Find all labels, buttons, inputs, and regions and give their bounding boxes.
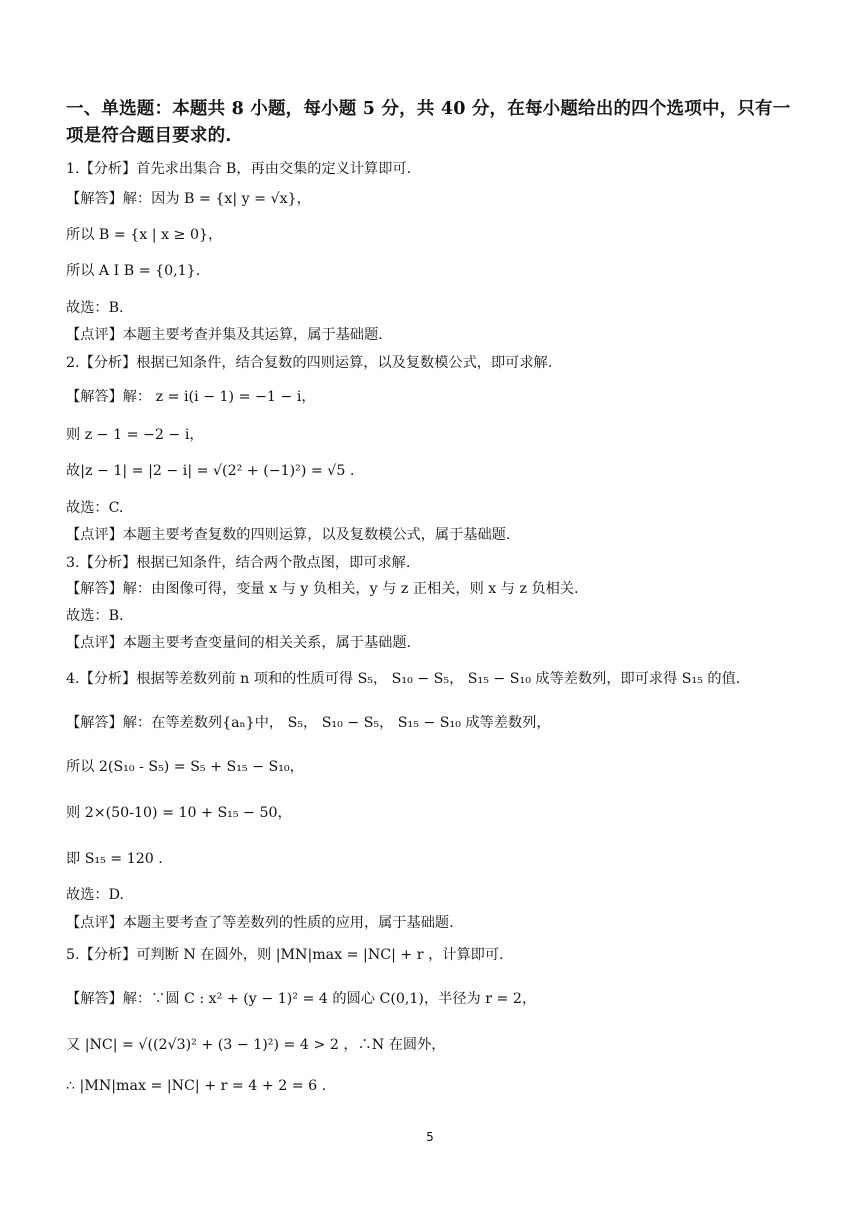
q4-solution-line: 则 2×(50-10) = 10 + S₁₅ − 50， [66,805,292,821]
q1-analysis: 1.【分析】首先求出集合 B，再由交集的定义计算即可. [66,161,412,177]
q5-solution-line: ∴ |MN|max = |NC| + r = 4 + 2 = 6 . [66,1078,327,1094]
q2-answer: 故选：C. [66,500,124,516]
q4-comment: 【点评】本题主要考查了等差数列的性质的应用，属于基础题. [66,915,454,931]
q5-analysis: 5.【分析】可判断 N 在圆外，则 |MN|max = |NC| + r ，计算即可. [66,947,504,963]
q5-solution-line: 【解答】解：∵圆 C : x² + (y − 1)² = 4 的圆心 C(0,1)，半径为 r = 2， [66,991,537,1007]
q1-comment: 【点评】本题主要考查并集及其运算，属于基础题. [66,327,383,343]
q2-comment: 【点评】本题主要考查复数的四则运算，以及复数模公式，属于基础题. [66,527,511,543]
q4-answer: 故选：D. [66,887,124,903]
q3-comment: 【点评】本题主要考查变量间的相关关系，属于基础题. [66,635,412,651]
q3-analysis: 3.【分析】根据已知条件，结合两个散点图，即可求解. [66,555,411,571]
q1-solution-line: 所以 A I B = {0,1}. [66,263,201,279]
q3-answer: 故选：B. [66,608,124,624]
q5-solution-line: 又 |NC| = √((2√3)² + (3 − 1)²) = 4 > 2 ，∴N 在圆外， [66,1037,446,1053]
q2-solution-line: 则 z − 1 = −2 − i， [66,427,204,443]
q4-solution-line: 即 S₁₅ = 120 . [66,851,163,867]
q1-solution-line: 【解答】解：因为 B = {x| y = √x}， [66,191,311,207]
q4-solution-line: 所以 2(S₁₀ - S₅) = S₅ + S₁₅ − S₁₀， [66,759,304,775]
q2-analysis: 2.【分析】根据已知条件，结合复数的四则运算，以及复数模公式，即可求解. [66,355,553,371]
page-number: 5 [426,1130,434,1144]
q2-solution-line: 故|z − 1| = |2 − i| = √(2² + (−1)²) = √5 . [66,463,355,479]
q4-solution-line: 【解答】解：在等差数列{aₙ}中， S₅， S₁₀ − S₅， S₁₅ − S₁₀ 成等差数列， [66,715,551,731]
q3-solution-line: 【解答】解：由图像可得，变量 x 与 y 负相关，y 与 z 正相关，则 x 与 z 负相关. [66,581,579,597]
section-heading: 一、单选题：本题共 8 小题，每小题 5 分，共 40 分，在每小题给出的四个选项中，只有一项是符合题目要求的. [66,99,791,146]
q1-solution-line: 所以 B = {x | x ≥ 0}， [66,227,223,243]
q1-answer: 故选：B. [66,300,124,316]
q2-solution-line: 【解答】解： z = i(i − 1) = −1 − i， [66,389,316,405]
q4-analysis: 4.【分析】根据等差数列前 n 项和的性质可得 S₅， S₁₀ − S₅， S₁₅ − S₁₀ 成等差数列，即可求得 S₁₅ 的值. [66,671,741,687]
